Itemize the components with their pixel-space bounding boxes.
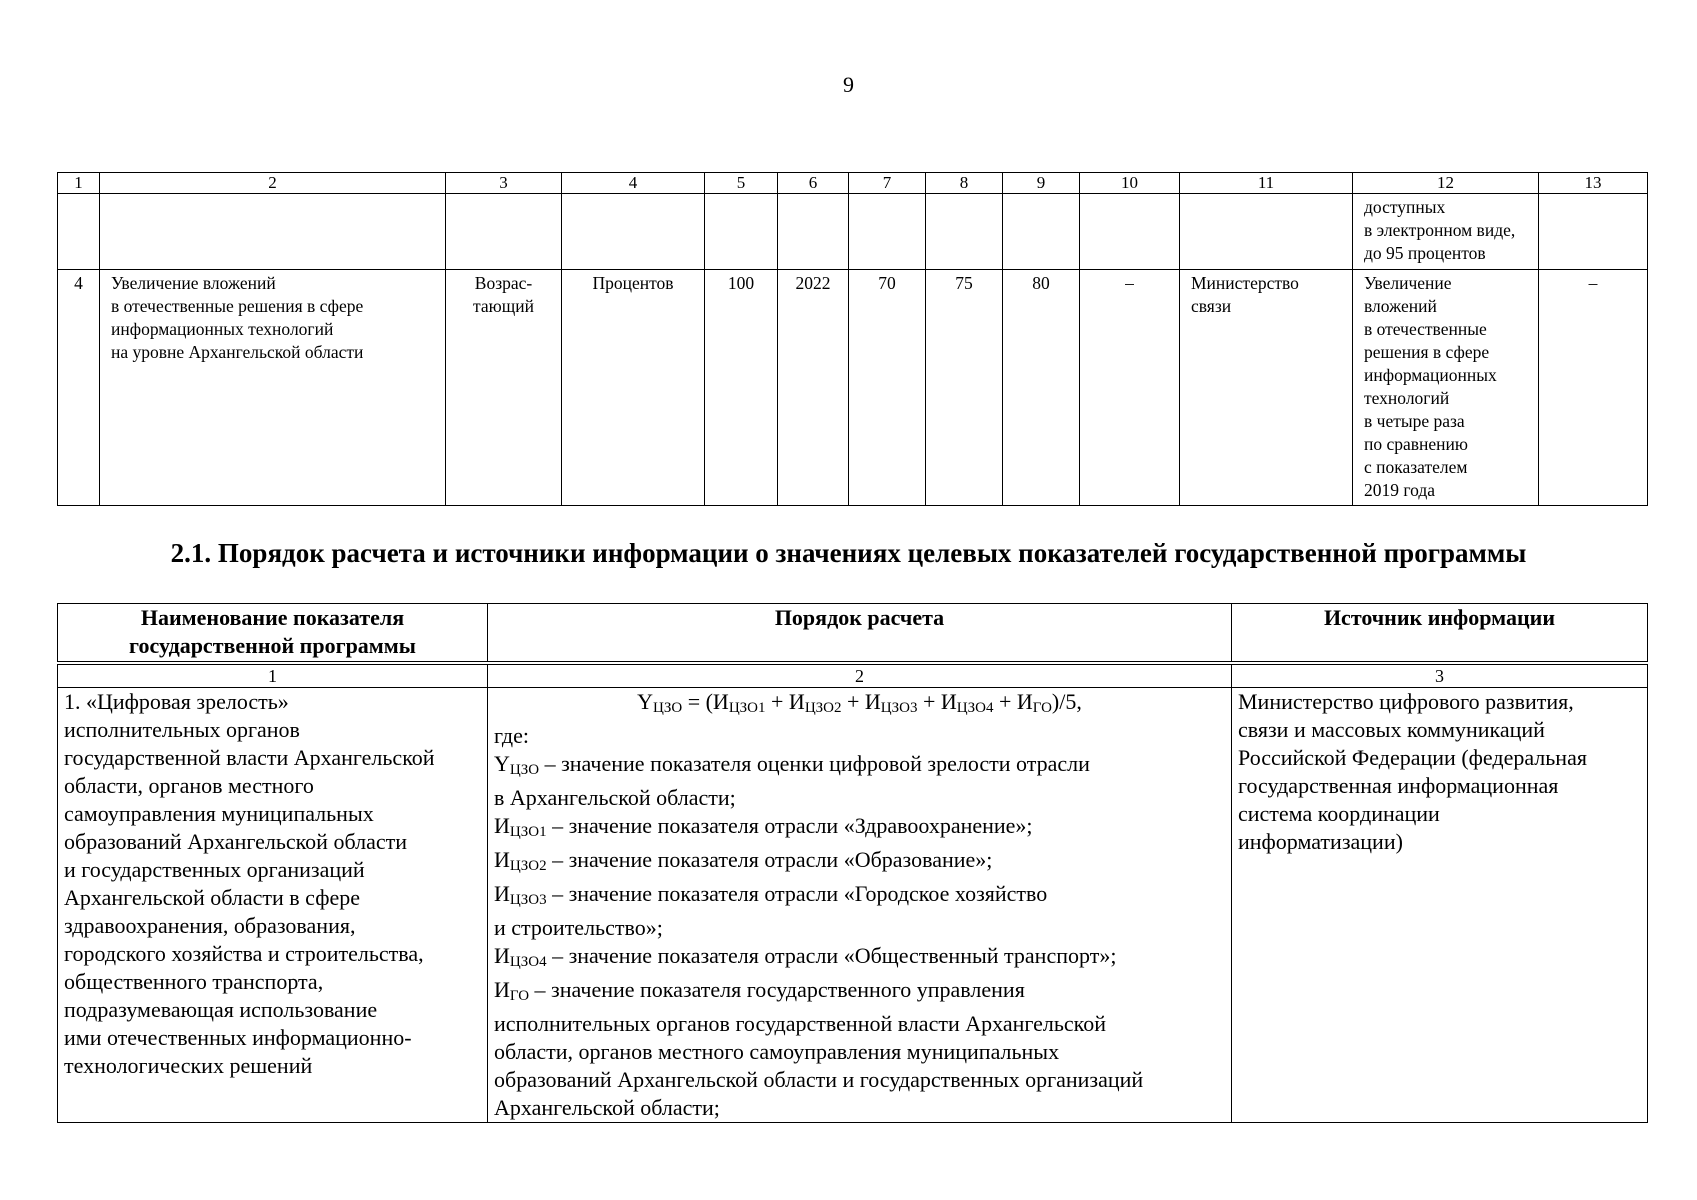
base-value-cell: 100: [705, 270, 778, 506]
header-row: [58, 604, 1648, 664]
cell-line: информационных технологий: [111, 319, 334, 339]
table-row: [58, 270, 1648, 506]
cell-line: система координации: [1238, 801, 1440, 826]
column-number: 5: [705, 173, 778, 194]
cell-line: технологий: [1364, 388, 1450, 408]
cell-line: связи: [1191, 296, 1232, 316]
definition-line: $И_{ЦЗО1}$ – значение показателя отрасли «Здравоохранение»;: [494, 813, 1033, 840]
column-number: 1: [58, 173, 100, 194]
calculation-table: [57, 603, 1648, 1123]
definition-continuation: исполнительных органов государственной власти Архангельской: [494, 1011, 1106, 1036]
column-number: 9: [1003, 173, 1080, 194]
cell-line: решения в сфере: [1364, 342, 1490, 362]
value-cell: –: [1539, 270, 1648, 506]
column-number: 1: [58, 663, 488, 688]
column-number: 2: [488, 663, 1232, 688]
cell-line: государственной власти Архангельской: [64, 745, 435, 770]
definition-continuation: области, органов местного самоуправления муниципальных: [494, 1039, 1060, 1064]
cell-line: на уровне Архангельской области: [111, 342, 364, 362]
page-number: 9: [843, 72, 854, 97]
column-number: 8: [926, 173, 1003, 194]
cell-line: Увеличение вложений: [111, 273, 276, 293]
cell-line: Возрас-: [474, 273, 533, 293]
calculation-cell: [488, 688, 1232, 1123]
formula: $Y_{ЦЗО} = (И_{ЦЗО1} + И_{ЦЗО2} + И_{ЦЗО3} + И_{ЦЗО4} + И_{ГО})/5$,: [637, 689, 1082, 716]
value-cell: 70: [849, 270, 926, 506]
result-continuation-cell: [1353, 194, 1539, 270]
definition-continuation: Архангельской области;: [494, 1095, 720, 1120]
definition-line: $И_{ГО}$ – значение показателя государственного управления: [494, 977, 1025, 1004]
definition-continuation: и строительство»;: [494, 915, 663, 940]
indicator-cell: [58, 688, 488, 1123]
where-label: где:: [494, 723, 529, 748]
trend-cell: [446, 270, 562, 506]
cell-line: здравоохранения, образования,: [64, 913, 356, 938]
indicators-table: [57, 172, 1648, 506]
column-number: 3: [446, 173, 562, 194]
value-cell: –: [1080, 270, 1180, 506]
cell-line: связи и массовых коммуникаций: [1238, 717, 1545, 742]
column-number: 4: [562, 173, 705, 194]
definition-line: $Y_{ЦЗО}$ – значение показателя оценки цифровой зрелости отрасли: [494, 751, 1090, 778]
cell-line: Министерство: [1191, 273, 1299, 293]
cell-line: в отечественные решения в сфере: [111, 296, 364, 316]
value-cell: 80: [1003, 270, 1080, 506]
cell-line: технологических решений: [64, 1053, 313, 1078]
cell-line: Российской Федерации (федеральная: [1238, 745, 1587, 770]
cell-line: в электронном виде,: [1364, 220, 1516, 240]
definition-continuation: образований Архангельской области и государственных организаций: [494, 1067, 1144, 1092]
column-header: Наименование показателя государственной программы: [58, 604, 488, 664]
definition-line: $И_{ЦЗО3}$ – значение показателя отрасли «Городское хозяйство: [494, 881, 1048, 908]
cell-line: с показателем: [1364, 457, 1468, 477]
cell-line: Министерство цифрового развития,: [1238, 689, 1574, 714]
value-cell: 75: [926, 270, 1003, 506]
row-number: 4: [58, 270, 100, 506]
cell-line: по сравнению: [1364, 434, 1468, 454]
cell-line: 2019 года: [1364, 480, 1436, 500]
cell-line: Увеличение: [1364, 273, 1452, 293]
definitions-list: [494, 750, 1225, 1122]
cell-line: общественного транспорта,: [64, 969, 324, 994]
definition-continuation: в Архангельской области;: [494, 785, 736, 810]
cell-line: тающий: [473, 296, 534, 316]
responsible-cell: [1180, 270, 1353, 506]
cell-line: самоуправления муниципальных: [64, 801, 374, 826]
cell-line: до 95 процентов: [1364, 243, 1486, 263]
cell-line: 1. «Цифровая зрелость»: [64, 689, 289, 714]
cell-line: ими отечественных информационно-: [64, 1025, 412, 1050]
cell-line: образований Архангельской области: [64, 829, 407, 854]
section-title: 2.1. Порядок расчета и источники информации о значениях целевых показателей государственной программы: [170, 538, 1527, 568]
column-numbers-row: [58, 173, 1648, 194]
definition-line: $И_{ЦЗО2}$ – значение показателя отрасли «Образование»;: [494, 847, 993, 874]
cell-line: информационных: [1364, 365, 1497, 385]
indicator-name-cell: [100, 270, 446, 506]
cell-line: доступных: [1364, 197, 1446, 217]
cell-line: вложений: [1364, 296, 1437, 316]
column-numbers-row: [58, 663, 1648, 688]
cell-line: исполнительных органов: [64, 717, 300, 742]
column-number: 6: [778, 173, 849, 194]
source-cell: [1232, 688, 1648, 1123]
column-number: 12: [1353, 173, 1539, 194]
cell-line: в отечественные: [1364, 319, 1487, 339]
definition-line: $И_{ЦЗО4}$ – значение показателя отрасли «Общественный транспорт»;: [494, 943, 1117, 970]
column-header: Порядок расчета: [488, 604, 1232, 664]
cell-line: подразумевающая использование: [64, 997, 378, 1022]
base-year-cell: 2022: [778, 270, 849, 506]
column-number: 7: [849, 173, 926, 194]
column-number: 13: [1539, 173, 1648, 194]
column-number: 10: [1080, 173, 1180, 194]
column-number: 11: [1180, 173, 1353, 194]
cell-line: Архангельской области в сфере: [64, 885, 361, 910]
cell-line: информатизации): [1238, 829, 1403, 854]
cell-line: городского хозяйства и строительства,: [64, 941, 424, 966]
column-header: Источник информации: [1232, 604, 1648, 664]
cell-line: и государственных организаций: [64, 857, 365, 882]
table-row: [58, 194, 1648, 270]
result-cell: [1353, 270, 1539, 506]
cell-line: области, органов местного: [64, 773, 314, 798]
cell-line: государственная информационная: [1238, 773, 1559, 798]
table-row: [58, 688, 1648, 1123]
column-number: 3: [1232, 663, 1648, 688]
column-number: 2: [100, 173, 446, 194]
unit-cell: Процентов: [562, 270, 705, 506]
cell-line: в четыре раза: [1364, 411, 1465, 431]
